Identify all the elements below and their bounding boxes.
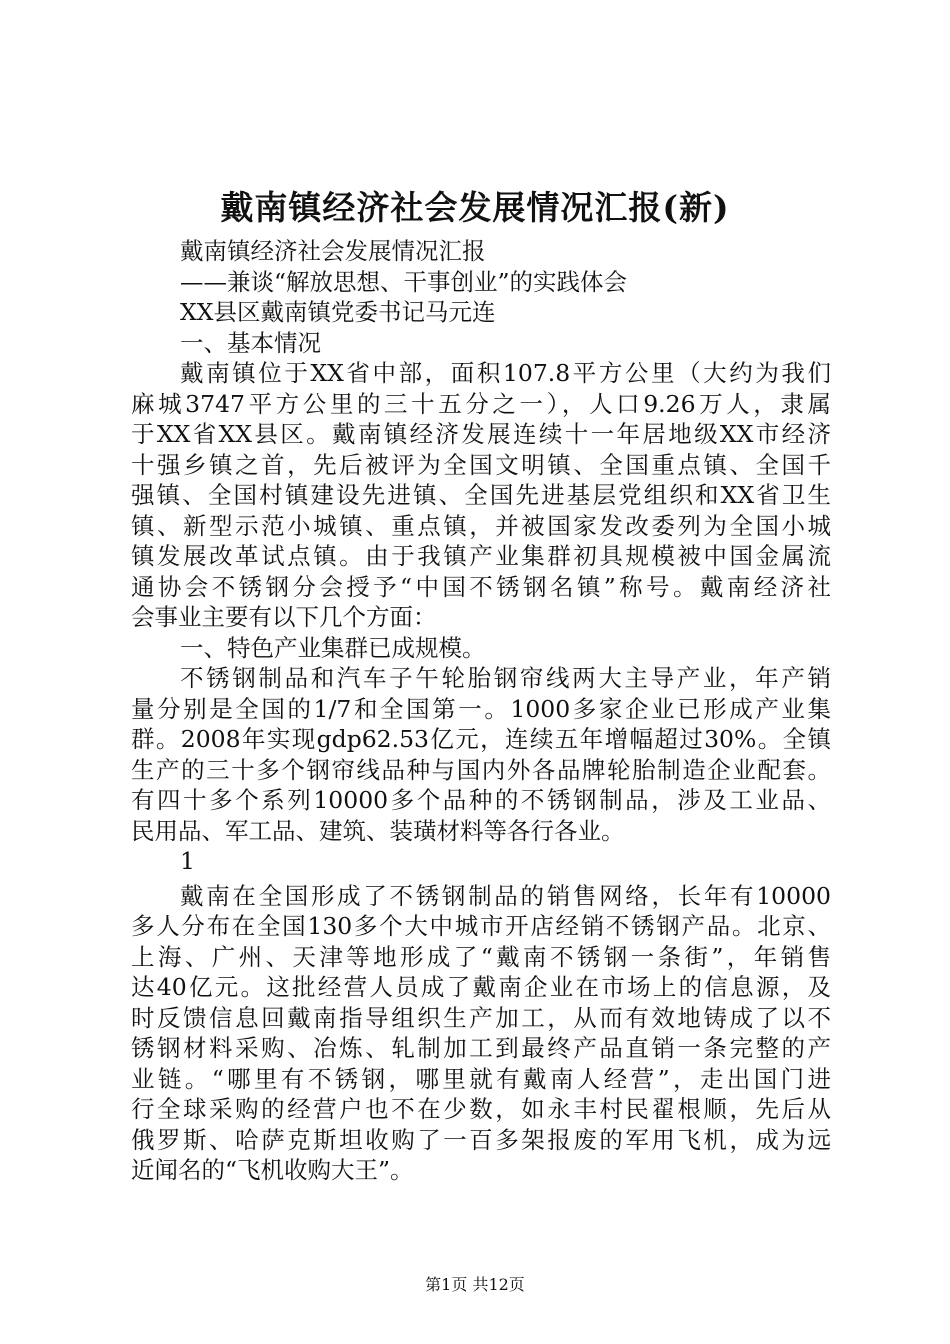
text-line: 近闻名的“飞机收购大王”。 bbox=[131, 1156, 414, 1184]
text-line: 戴南镇经济社会发展情况汇报 bbox=[180, 237, 486, 265]
text-line: 戴南在全国形成了不锈钢制品的销售网络，长年有10000 bbox=[180, 881, 831, 910]
document-title: 戴南镇经济社会发展情况汇报(新) bbox=[220, 188, 730, 227]
text-line: 多人分布在全国130多个大中城市开店经销不锈钢产品。北京、 bbox=[131, 912, 831, 940]
text-line: 行全球采购的经营户也不在少数，如永丰村民翟根顺，先后从 bbox=[131, 1095, 831, 1123]
text-line: 一、特色产业集群已成规模。 bbox=[180, 633, 486, 662]
page-footer: 第1页 共12页 bbox=[425, 1275, 525, 1294]
text-line: 锈钢材料采购、冶炼、轧制加工到最终产品直销一条完整的产 bbox=[131, 1034, 831, 1062]
text-line: 镇发展改革试点镇。由于我镇产业集群初具规模被中国金属流 bbox=[131, 542, 831, 570]
text-line: 上海、广州、天津等地形成了“戴南不锈钢一条街”，年销售 bbox=[131, 942, 831, 971]
text-line: 俄罗斯、哈萨克斯坦收购了一百多架报废的军用飞机，成为远 bbox=[131, 1125, 831, 1154]
text-line: 十强乡镇之首，先后被评为全国文明镇、全国重点镇、全国千 bbox=[131, 450, 831, 479]
text-line: 戴南镇位于XX省中部，面积107.8平方公里（大约为我们 bbox=[180, 359, 831, 387]
text-line: 时反馈信息回戴南指导组织生产加工，从而有效地铸成了以不 bbox=[131, 1003, 831, 1032]
text-line: 有四十多个系列10000多个品种的不锈钢制品，涉及工业品、 bbox=[131, 786, 831, 814]
text-line: 生产的三十多个钢帘线品种与国内外各品牌轮胎制造企业配套。 bbox=[131, 755, 831, 784]
text-line: ——兼谈“解放思想、干事创业”的实践体会 bbox=[180, 267, 628, 296]
text-line: 于XX省XX县区。戴南镇经济发展连续十一年居地级XX市经济 bbox=[131, 420, 831, 448]
text-line: 强镇、全国村镇建设先进镇、全国先进基层党组织和XX省卫生 bbox=[131, 481, 831, 509]
text-line: 不锈钢制品和汽车子午轮胎钢帘线两大主导产业，年产销 bbox=[180, 664, 831, 692]
text-line: 麻城3747平方公里的三十五分之一），人口9.26万人，隶属 bbox=[131, 389, 831, 418]
page-number-marker: 1 bbox=[180, 847, 195, 875]
text-line: 业链。“哪里有不锈钢，哪里就有戴南人经营”，走出国门进 bbox=[131, 1064, 831, 1093]
text-line: 量分别是全国的1/7和全国第一。1000多家企业已形成产业集 bbox=[131, 694, 831, 723]
text-line: 会事业主要有以下几个方面： bbox=[131, 603, 437, 631]
text-line: XX县区戴南镇党委书记马元连 bbox=[180, 298, 496, 326]
text-line: 民用品、军工品、建筑、装璜材料等各行各业。 bbox=[131, 816, 625, 845]
text-line: 达40亿元。这批经营人员成了戴南企业在市场上的信息源，及 bbox=[131, 973, 831, 1001]
text-line: 一、基本情况 bbox=[180, 328, 321, 357]
text-line: 通协会不锈钢分会授予“中国不锈钢名镇”称号。戴南经济社 bbox=[131, 572, 831, 601]
text-line: 镇、新型示范小城镇、重点镇，并被国家发改委列为全国小城 bbox=[131, 511, 831, 540]
text-line: 群。2008年实现gdp62.53亿元，连续五年增幅超过30%。全镇 bbox=[131, 725, 831, 753]
document-body bbox=[131, 236, 831, 1186]
